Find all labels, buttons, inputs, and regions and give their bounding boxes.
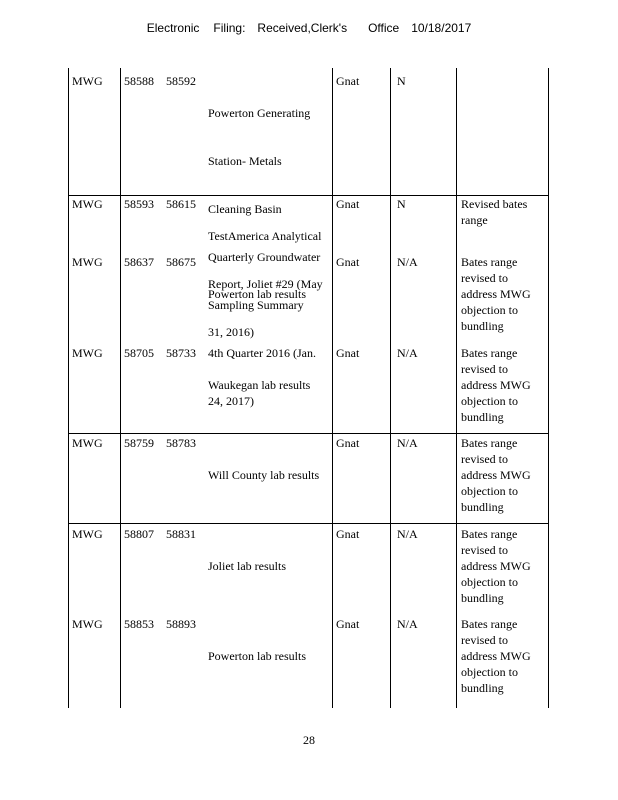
produced-by-cell: Gnat bbox=[336, 527, 360, 541]
confidential-cell: N/A bbox=[397, 527, 418, 541]
notes-line: revised to bbox=[461, 362, 508, 376]
description-cell bbox=[208, 526, 332, 606]
description-line: TestAmerica Analytical bbox=[208, 229, 322, 243]
party-cell: MWG bbox=[72, 617, 103, 631]
description-cell bbox=[208, 435, 332, 515]
description-line: Report, Joliet #29 (May bbox=[208, 277, 323, 291]
bates-end-cell: 58893 bbox=[166, 617, 196, 631]
description-line: 31, 2016) bbox=[208, 325, 254, 339]
page-number: 28 bbox=[303, 733, 315, 747]
column-divider bbox=[390, 68, 391, 708]
description-line: Powerton Generating bbox=[208, 106, 311, 120]
confidential-cell: N/A bbox=[397, 255, 418, 269]
description-line: Will County lab results bbox=[208, 468, 320, 482]
confidential-cell: N/A bbox=[397, 346, 418, 360]
notes-line: objection to bbox=[461, 303, 518, 317]
column-divider bbox=[332, 68, 333, 708]
description-cell bbox=[208, 616, 332, 696]
column-divider bbox=[120, 68, 121, 708]
description-line: 24, 2017) bbox=[208, 394, 254, 408]
bates-begin-cell: 58759 bbox=[124, 436, 154, 450]
bates-begin-cell: 58807 bbox=[124, 527, 154, 541]
notes-line: Revised bates bbox=[461, 197, 528, 211]
produced-by-cell: Gnat bbox=[336, 74, 360, 88]
description-line: Waukegan lab results bbox=[208, 378, 311, 392]
description-line: Powerton lab results bbox=[208, 649, 306, 663]
bates-end-cell: 58615 bbox=[166, 197, 196, 211]
bates-begin-cell: 58853 bbox=[124, 617, 154, 631]
description-line: Sampling Summary bbox=[208, 298, 304, 312]
notes-line: Bates range bbox=[461, 255, 518, 269]
notes-line: address MWG bbox=[461, 649, 531, 663]
party-cell: MWG bbox=[72, 436, 103, 450]
notes-line: objection to bbox=[461, 394, 518, 408]
notes-line: bundling bbox=[461, 591, 504, 605]
notes-line: Bates range bbox=[461, 346, 518, 360]
notes-line: Bates range bbox=[461, 527, 518, 541]
description-line: Powerton lab results bbox=[208, 287, 306, 301]
produced-by-cell: Gnat bbox=[336, 255, 360, 269]
produced-by-cell: Gnat bbox=[336, 617, 360, 631]
notes-line: address MWG bbox=[461, 468, 531, 482]
notes-line: revised to bbox=[461, 543, 508, 557]
notes-line: address MWG bbox=[461, 287, 531, 301]
bates-end-cell: 58675 bbox=[166, 255, 196, 269]
description-cell bbox=[208, 345, 332, 425]
confidential-cell: N/A bbox=[397, 436, 418, 450]
confidential-cell: N bbox=[397, 197, 406, 211]
header-word-electronic: Electronic bbox=[146, 21, 200, 35]
notes-line: Bates range bbox=[461, 617, 518, 631]
party-cell: MWG bbox=[72, 346, 103, 360]
notes-line: bundling bbox=[461, 410, 504, 424]
notes-line: objection to bbox=[461, 484, 518, 498]
bates-end-cell: 58831 bbox=[166, 527, 196, 541]
notes-cell bbox=[461, 526, 547, 606]
notes-line: range bbox=[461, 213, 488, 227]
header-word-received: Received,Clerk's bbox=[257, 21, 348, 35]
party-cell: MWG bbox=[72, 74, 103, 88]
notes-line: bundling bbox=[461, 319, 504, 333]
party-cell: MWG bbox=[72, 255, 103, 269]
description-line: Station- Metals bbox=[208, 154, 282, 168]
bates-begin-cell: 58705 bbox=[124, 346, 154, 360]
table-right-border bbox=[548, 68, 549, 708]
notes-line: revised to bbox=[461, 452, 508, 466]
description-line: Joliet lab results bbox=[208, 559, 286, 573]
produced-by-cell: Gnat bbox=[336, 346, 360, 360]
description-line: Cleaning Basin bbox=[208, 202, 282, 216]
bates-end-cell: 58783 bbox=[166, 436, 196, 450]
notes-cell bbox=[461, 254, 547, 334]
notes-line: objection to bbox=[461, 665, 518, 679]
party-cell: MWG bbox=[72, 197, 103, 211]
document-table bbox=[68, 68, 549, 708]
header-word-office: Office bbox=[368, 21, 400, 35]
bates-end-cell: 58733 bbox=[166, 346, 196, 360]
description-line: 4th Quarter 2016 (Jan. bbox=[208, 346, 316, 360]
produced-by-cell: Gnat bbox=[336, 436, 360, 450]
notes-line: revised to bbox=[461, 271, 508, 285]
notes-line: address MWG bbox=[461, 559, 531, 573]
bates-begin-cell: 58588 bbox=[124, 74, 154, 88]
header-word-filing: Filing: bbox=[213, 21, 246, 35]
bates-begin-cell: 58593 bbox=[124, 197, 154, 211]
notes-line: bundling bbox=[461, 681, 504, 695]
column-divider bbox=[456, 68, 457, 708]
produced-by-cell: Gnat bbox=[336, 197, 360, 211]
filing-stamp-header bbox=[0, 21, 618, 35]
description-cell bbox=[208, 254, 332, 334]
notes-cell bbox=[461, 345, 547, 425]
notes-line: address MWG bbox=[461, 378, 531, 392]
notes-cell bbox=[461, 435, 547, 515]
confidential-cell: N/A bbox=[397, 617, 418, 631]
bates-begin-cell: 58637 bbox=[124, 255, 154, 269]
notes-line: bundling bbox=[461, 500, 504, 514]
table-left-border bbox=[68, 68, 69, 708]
notes-cell bbox=[461, 616, 547, 696]
header-date: 10/18/2017 bbox=[411, 21, 472, 35]
description-line: Quarterly Groundwater bbox=[208, 250, 321, 264]
row-divider bbox=[68, 523, 549, 524]
notes-line: revised to bbox=[461, 633, 508, 647]
confidential-cell: N bbox=[397, 74, 406, 88]
party-cell: MWG bbox=[72, 527, 103, 541]
notes-line: Bates range bbox=[461, 436, 518, 450]
notes-cell bbox=[461, 196, 547, 228]
bates-end-cell: 58592 bbox=[166, 74, 196, 88]
notes-line: objection to bbox=[461, 575, 518, 589]
